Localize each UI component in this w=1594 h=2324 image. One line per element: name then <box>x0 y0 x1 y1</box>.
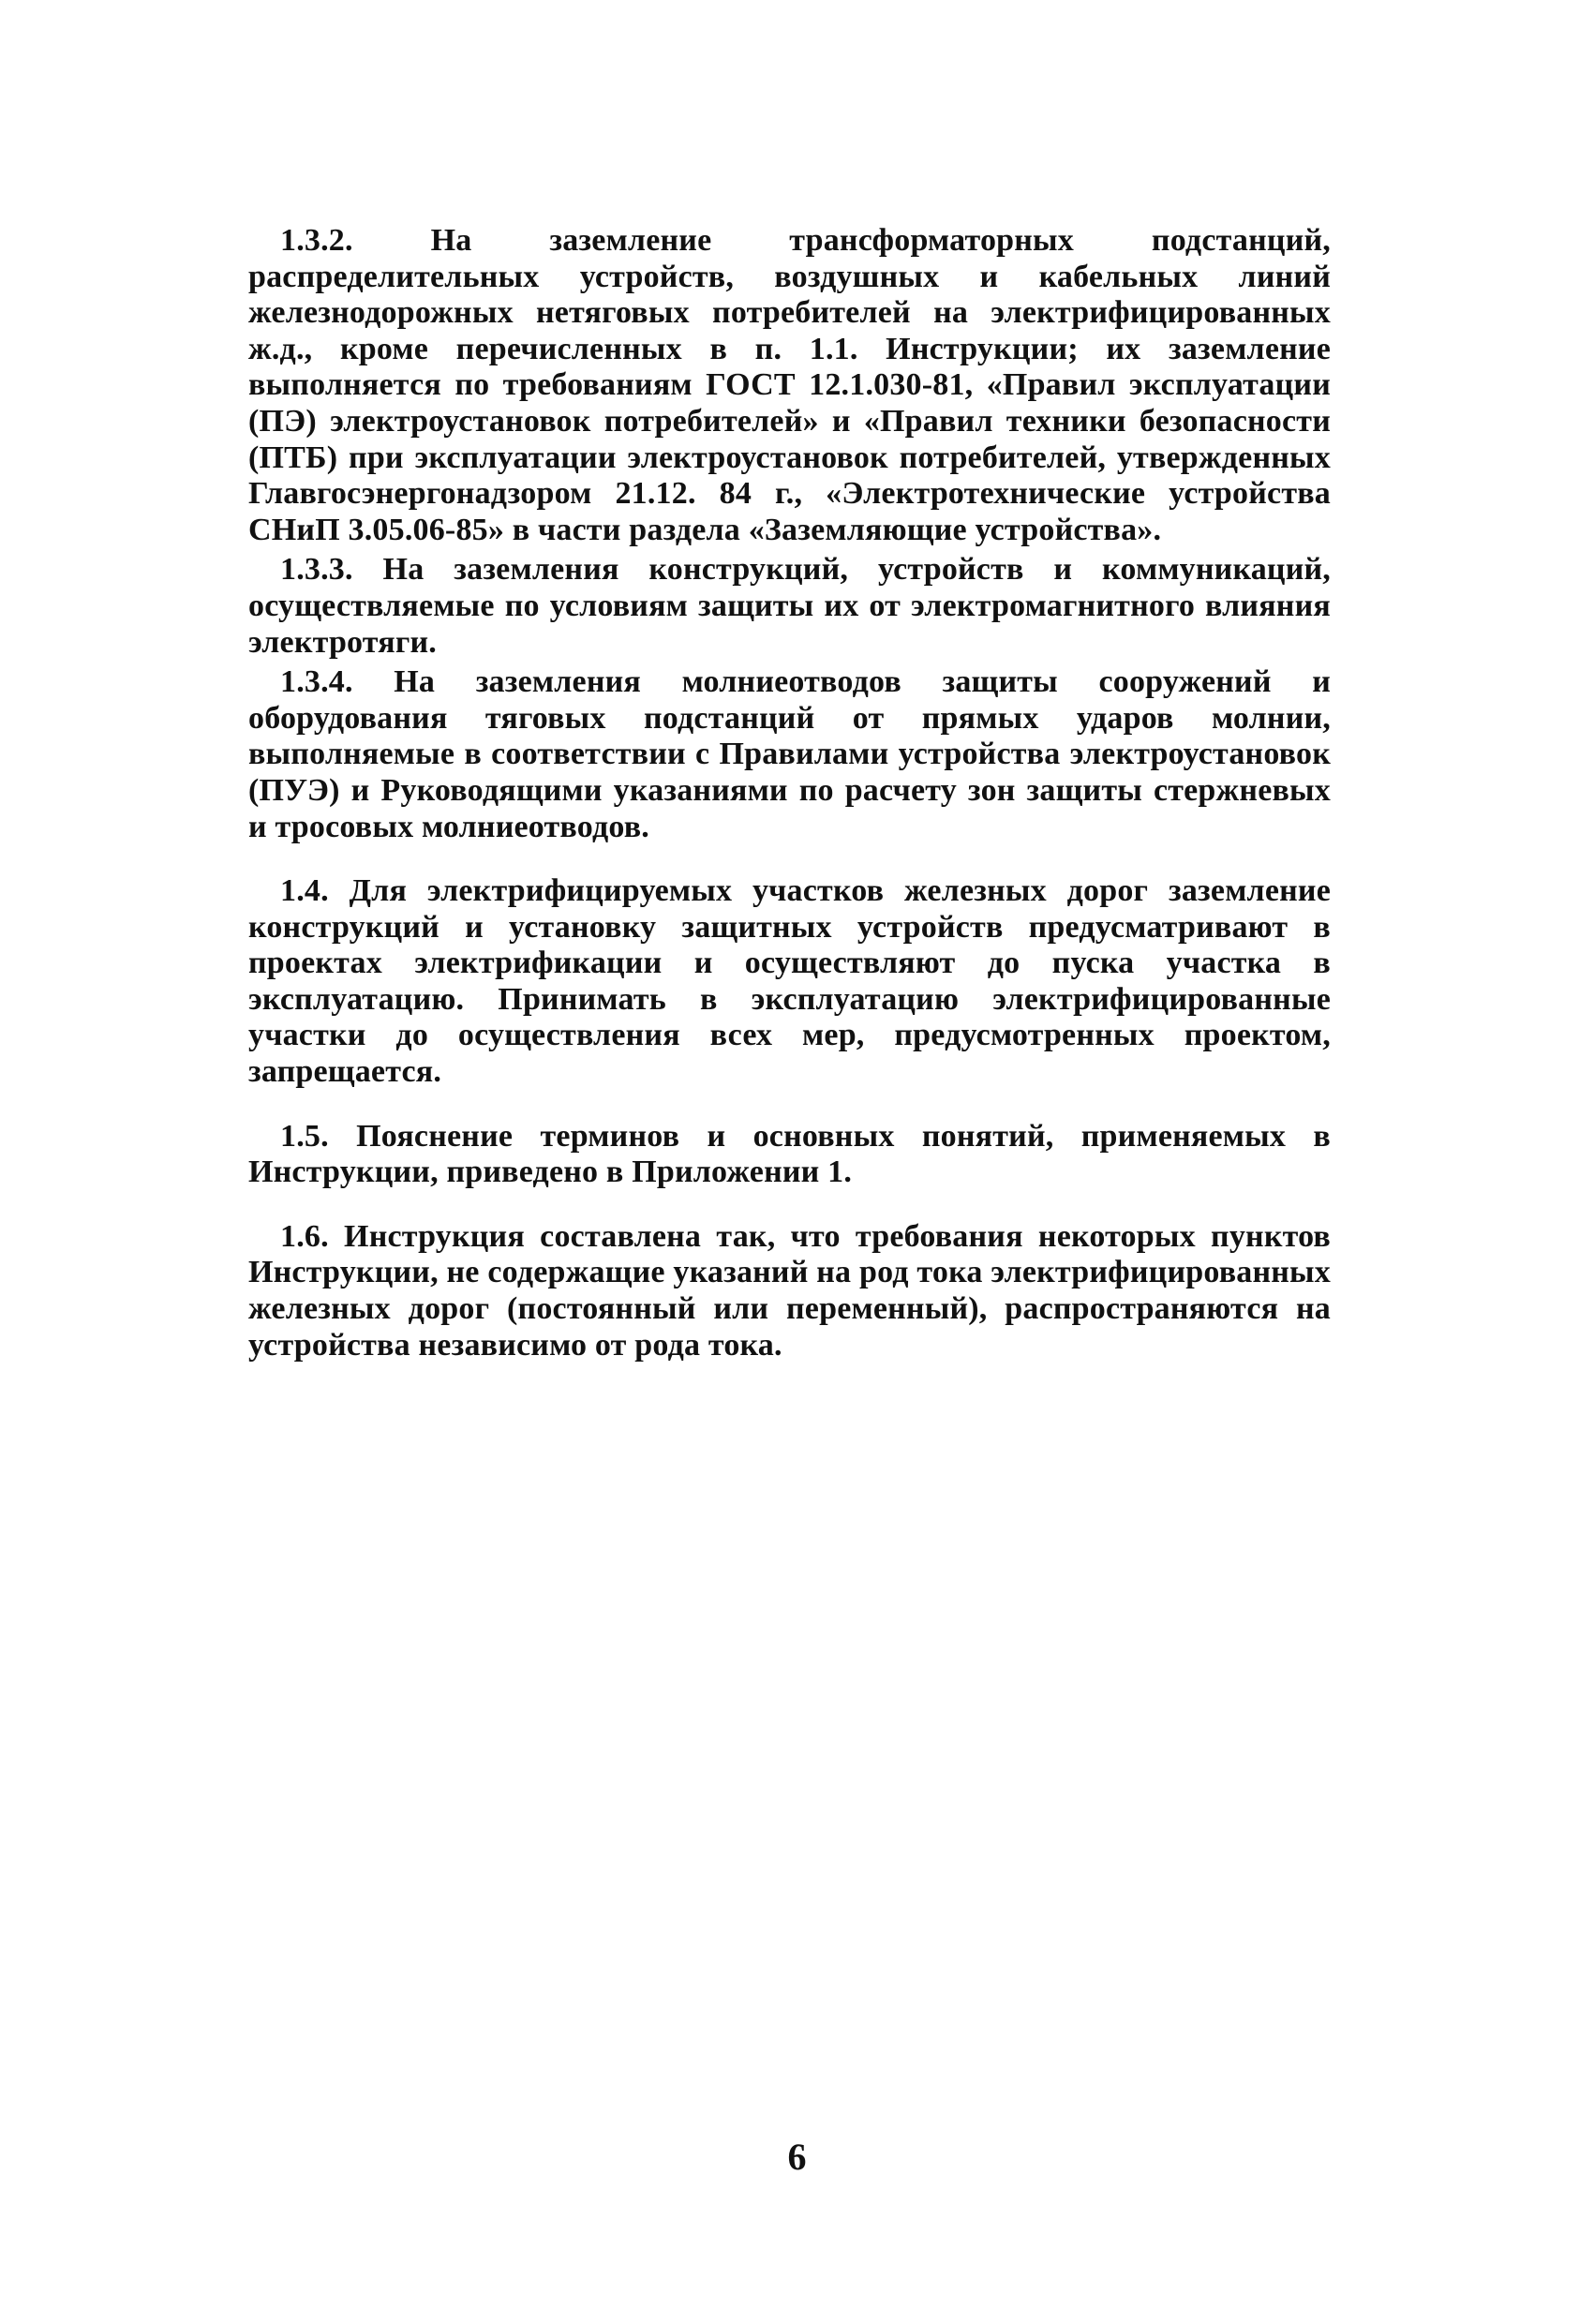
paragraph-1-3-2: 1.3.2. На заземление трансформаторных подстанций, распределительных устройств, воздушных и кабельных линий железнодорожных нетяговых потребителей на электрифицированных ж.д., кроме перечисленных в п. 1.1. Инструкции; их заземление выполняется по требованиям ГОСТ 12.1.030-81, «Правил эксплуатации (ПЭ) электроустановок потребителей» и «Правил техники безопасности (ПТБ) при эксплуатации электроустановок потребителей, утвержденных Главгосэнергонадзором 21.12. 84 г., «Электротехнические устройства СНиП 3.05.06-85» в части раздела «Заземляющие устройства». <box>248 223 1331 547</box>
page-number: 6 <box>787 2136 807 2178</box>
paragraph-1-6: 1.6. Инструкция составлена так, что требования некоторых пунктов Инструкции, не содержащие указаний на род тока электрифицированных железных дорог (постоянный или переменный), распространяются на устройства независимо от рода тока. <box>248 1218 1331 1363</box>
body-text <box>248 223 1331 1363</box>
paragraph-1-5: 1.5. Пояснение терминов и основных понятий, применяемых в Инструкции, приведено в Приложении 1. <box>248 1118 1331 1190</box>
paragraph-1-3-3: 1.3.3. На заземления конструкций, устройств и коммуникаций, осуществляемые по условиям защиты их от электромагнитного влияния электротяги. <box>248 552 1331 660</box>
paragraph-1-4: 1.4. Для электрифицируемых участков железных дорог заземление конструкций и установку защитных устройств предусматривают в проектах электрификации и осуществляют до пуска участка в эксплуатацию. Принимать в эксплуатацию электрифицированные участки до осуществления всех мер, предусмотренных проектом, запрещается. <box>248 873 1331 1090</box>
paragraph-1-3-4: 1.3.4. На заземления молниеотводов защиты сооружений и оборудования тяговых подстанций от прямых ударов молнии, выполняемые в соответствии с Правилами устройства электроустановок (ПУЭ) и Руководящими указаниями по расчету зон защиты стержневых и тросовых молниеотводов. <box>248 664 1331 844</box>
